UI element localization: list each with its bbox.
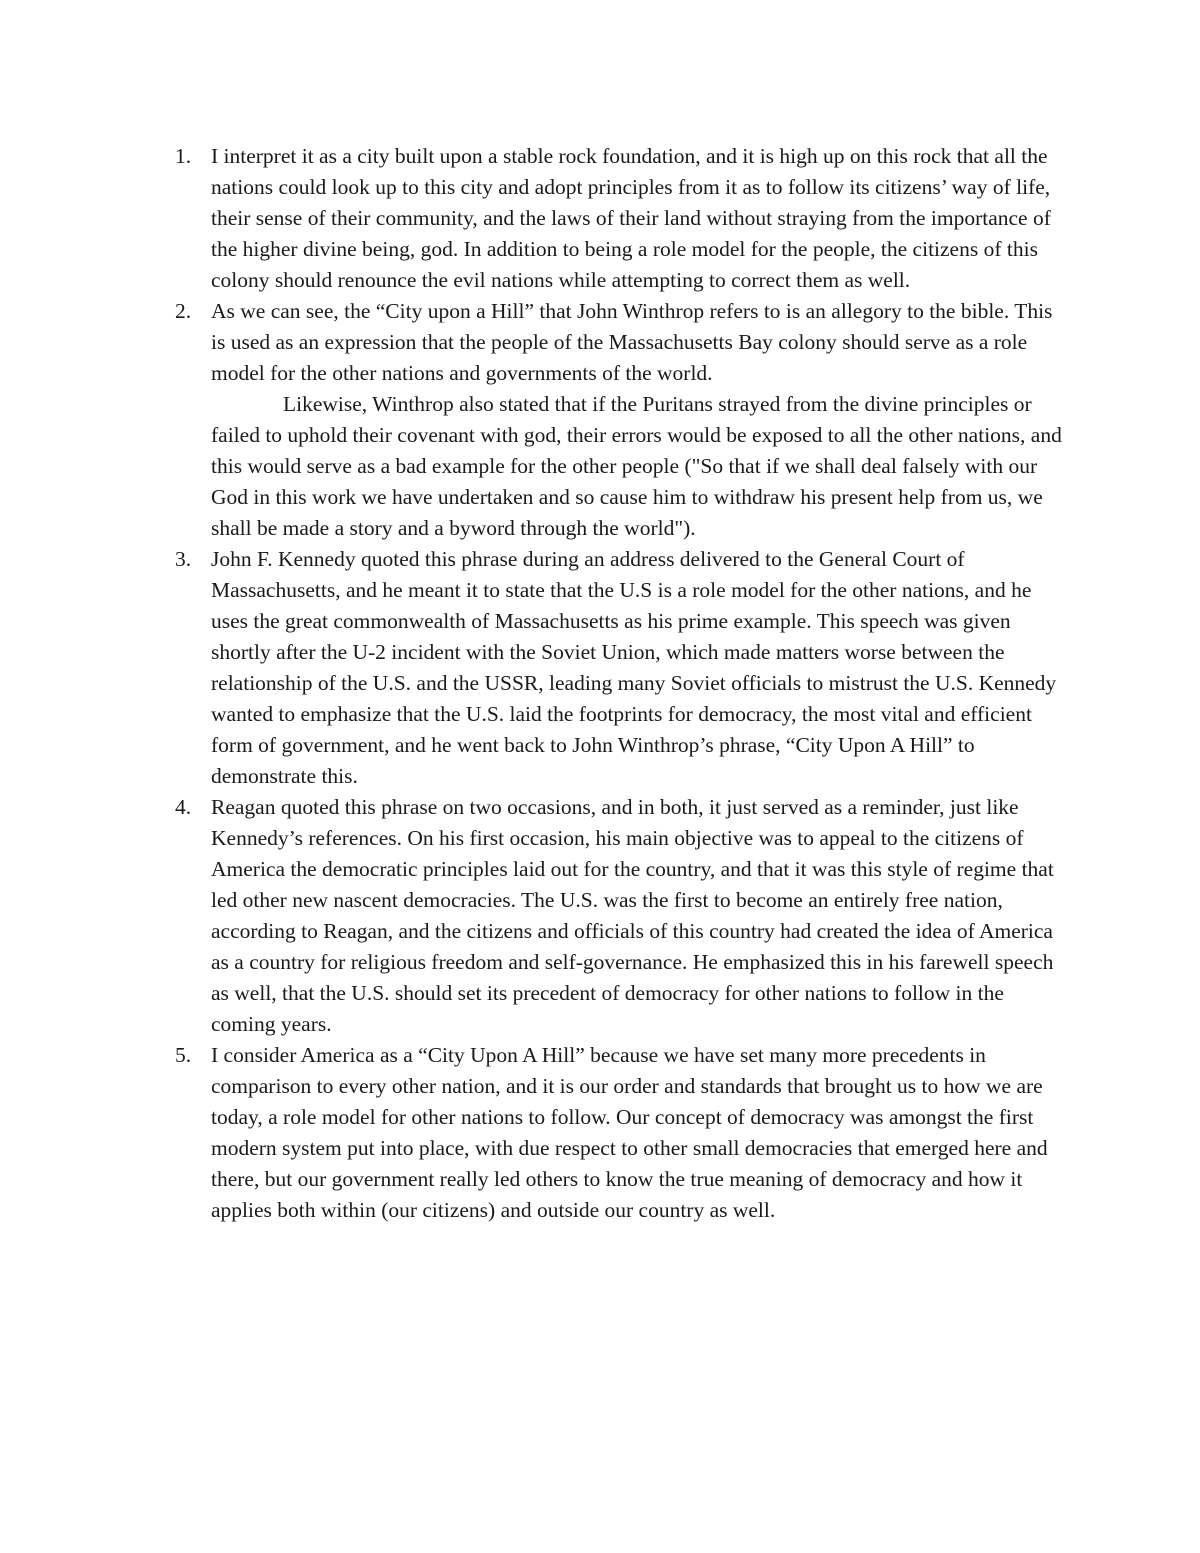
list-marker: 5. bbox=[175, 1043, 192, 1067]
list-item-2 bbox=[150, 296, 1070, 544]
answer-paragraph: As we can see, the “City upon a Hill” that John Winthrop refers to is an allegory to the bible. This is used as an expression that the people of the Massachusetts Bay colony should serve as a role model for the other nations and governments of the world. bbox=[211, 299, 1053, 385]
answer-paragraph-indented: Likewise, Winthrop also stated that if the Puritans strayed from the divine principles or failed to uphold their covenant with god, their errors would be exposed to all the other nations, and this would serve as a bad example for the other people ("So that if we shall deal falsely with our God in this work we have undertaken and so cause him to withdraw his present help from us, we shall be made a story and a byword through the world"). bbox=[211, 392, 1062, 540]
list-item-4 bbox=[150, 792, 1070, 1040]
answer-paragraph: John F. Kennedy quoted this phrase during an address delivered to the General Court of Massachusetts, and he meant it to state that the U.S is a role model for the other nations, and he uses the great commonwealth of Massachusetts as his prime example. This speech was given shortly after the U-2 incident with the Soviet Union, which made matters worse between the relationship of the U.S. and the USSR, leading many Soviet officials to mistrust the U.S. Kennedy wanted to emphasize that the U.S. laid the footprints for democracy, the most vital and efficient form of government, and he went back to John Winthrop’s phrase, “City Upon A Hill” to demonstrate this. bbox=[211, 547, 1057, 788]
list-marker: 2. bbox=[175, 299, 192, 323]
answer-paragraph: Reagan quoted this phrase on two occasions, and in both, it just served as a reminder, just like Kennedy’s references. On his first occasion, his main objective was to appeal to the citizens of America the democratic principles laid out for the country, and that it was this style of regime that led other new nascent democracies. The U.S. was the first to become an entirely free nation, according to Reagan, and the citizens and officials of this country had created the idea of America as a country for religious freedom and self-governance. He emphasized this in his farewell speech as well, that the U.S. should set its precedent of democracy for other nations to follow in the coming years. bbox=[211, 795, 1054, 1036]
list-item-5 bbox=[150, 1040, 1070, 1226]
list-marker: 4. bbox=[175, 795, 192, 819]
list-item-3 bbox=[150, 544, 1070, 792]
list-item-1 bbox=[150, 141, 1070, 296]
answer-list bbox=[150, 141, 1070, 1226]
list-marker: 1. bbox=[175, 144, 192, 168]
list-marker: 3. bbox=[175, 547, 192, 571]
answer-paragraph: I consider America as a “City Upon A Hill” because we have set many more precedents in comparison to every other nation, and it is our order and standards that brought us to how we are today, a role model for other nations to follow. Our concept of democracy was amongst the first modern system put into place, with due respect to other small democracies that emerged here and there, but our government really led others to know the true meaning of democracy and how it applies both within (our citizens) and outside our country as well. bbox=[211, 1043, 1048, 1222]
answer-paragraph: I interpret it as a city built upon a stable rock foundation, and it is high up on this rock that all the nations could look up to this city and adopt principles from it as to follow its citizens’ way of life, their sense of their community, and the laws of their land without straying from the importance of the higher divine being, god. In addition to being a role model for the people, the citizens of this colony should renounce the evil nations while attempting to correct them as well. bbox=[211, 144, 1051, 292]
